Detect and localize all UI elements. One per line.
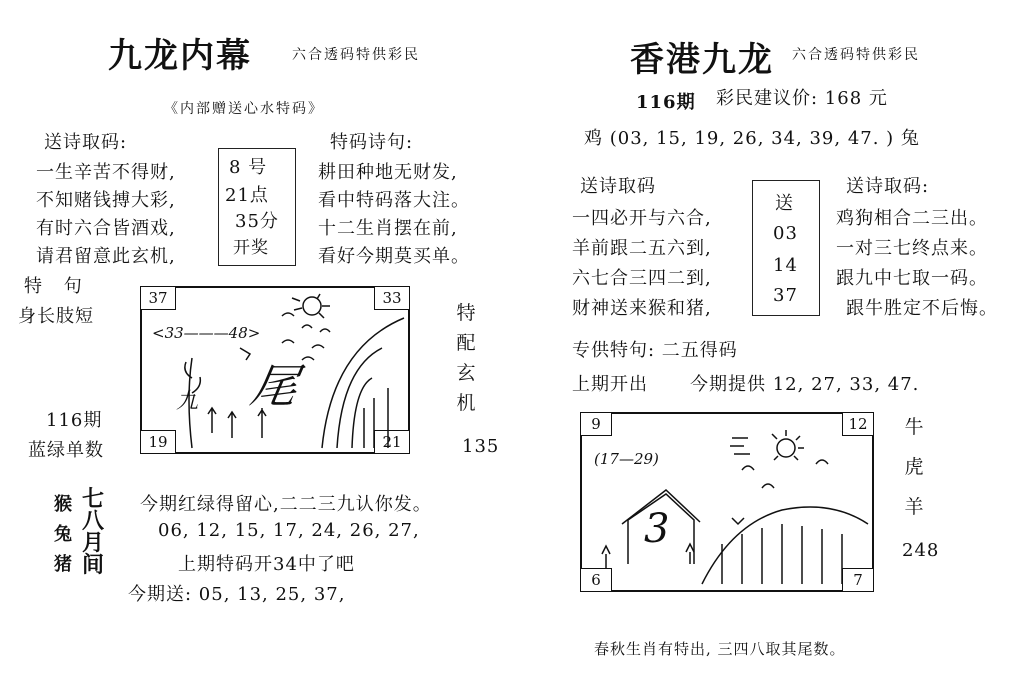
left-side-number: 135 [462, 436, 500, 457]
left-tema-label: 特码诗句: [330, 132, 414, 153]
right-side-char: 羊 [904, 496, 924, 518]
left-poem-line: 有时六合皆酒戏, [36, 218, 176, 239]
right-title: 香港九龙 [630, 40, 774, 80]
right-sketch-drawing [582, 414, 872, 590]
right-issue: 116期 [636, 92, 696, 113]
pic-corner-number: 6 [580, 568, 612, 592]
gift-box-line: 03 [773, 223, 798, 244]
right-chicken-line: 鸡 (03, 15, 19, 26, 34, 39, 47. ) 兔 [584, 128, 920, 149]
right-side-char: 虎 [904, 456, 924, 478]
right-subtitle: 六合透码特供彩民 [792, 47, 920, 63]
right-side-number: 248 [902, 540, 940, 561]
left-poem-line: 请君留意此玄机, [36, 246, 176, 267]
pic-corner-number: 9 [580, 412, 612, 436]
pic-corner-number: 37 [140, 286, 176, 310]
pic-corner-number: 12 [842, 412, 874, 436]
pic-sketch-char: 九 [176, 389, 199, 414]
right-last-open: 上期开出 [572, 374, 648, 395]
right-provide-line: 今期提供 12, 27, 33, 47. [690, 374, 920, 395]
left-month-char: 月 [82, 530, 105, 556]
pic-sketch-char: 3 [644, 506, 670, 552]
right-poem-line: 财神送来猴和猪, [572, 298, 712, 319]
time-box-line: 35分 [235, 211, 279, 232]
right-poem-line: 一对三七终点来。 [836, 238, 988, 259]
left-tema-line: 看好今期莫买单。 [318, 246, 470, 267]
right-price: 彩民建议价: 168 元 [716, 88, 888, 109]
left-poem-label: 送诗取码: [44, 132, 128, 153]
gift-box-line: 14 [773, 255, 798, 276]
left-poem-line: 不知赌钱搏大彩, [36, 190, 176, 211]
left-title: 九龙内幕 [108, 36, 252, 76]
left-tema-line: 看中特码落大注。 [318, 190, 470, 211]
left-sketch-drawing [142, 288, 408, 452]
pic-corner-number: 19 [140, 430, 176, 454]
left-gift-numbers: 今期送: 05, 13, 25, 37, [128, 584, 346, 605]
right-side-char: 牛 [904, 416, 924, 438]
pic-corner-number: 33 [374, 286, 410, 310]
pic-sketch-text: <33———48> [152, 324, 261, 342]
left-animal: 猪 [54, 554, 73, 575]
left-tema-line: 耕田种地无财发, [318, 162, 458, 183]
left-riddle-picture [140, 286, 410, 454]
right-gift-box [752, 180, 820, 316]
pic-corner-number: 21 [374, 430, 410, 454]
left-issue-hint: 蓝绿单数 [28, 440, 104, 461]
right-poem-line: 跟九中七取一码。 [836, 268, 988, 289]
pic-sketch-char: 尾 [246, 359, 303, 413]
right-poem-line: 六七合三四二到, [572, 268, 712, 289]
time-box-line: 8 号 [229, 157, 268, 178]
left-animal: 猴 [54, 494, 73, 515]
right-riddle-picture [580, 412, 874, 592]
gift-box-line: 送 [775, 193, 794, 214]
left-issue: 116期 [46, 410, 103, 431]
left-month-char: 八 [82, 508, 105, 534]
right-poem-label: 送诗取码 [580, 176, 656, 197]
left-special-label: 特 句 [24, 276, 90, 297]
left-number-line: 06, 12, 15, 17, 24, 26, 27, [158, 520, 420, 541]
left-animal: 兔 [54, 524, 73, 545]
left-side-char: 配 [456, 332, 476, 354]
left-side-char: 特 [456, 302, 476, 324]
left-side-char: 机 [456, 392, 476, 414]
right-poem-line: 鸡狗相合二三出。 [836, 208, 988, 229]
right-poem-line: 羊前跟二五六到, [572, 238, 712, 259]
left-red-green-line: 今期红绿得留心,二二三九认你发。 [140, 494, 432, 515]
left-side-char: 玄 [456, 362, 476, 384]
left-special-text: 身长肢短 [18, 306, 94, 327]
time-box-line: 21点 [225, 185, 269, 206]
left-last-issue-line: 上期特码开34中了吧 [178, 554, 355, 575]
right-footer: 春秋生肖有特出, 三四八取其尾数。 [594, 640, 846, 658]
left-poem-line: 一生辛苦不得财, [36, 162, 176, 183]
left-gift-line: 《内部赠送心水特码》 [164, 101, 324, 117]
left-month-char: 七 [82, 486, 105, 512]
pic-sketch-text: (17—29) [594, 450, 659, 468]
left-month-char: 间 [82, 552, 105, 578]
time-box-line: 开奖 [233, 238, 269, 258]
right-special-line: 专供特句: 二五得码 [572, 340, 738, 361]
right-poem-label: 送诗取码: [846, 176, 930, 197]
right-poem-line: 跟牛胜定不后悔。 [846, 298, 998, 319]
right-poem-line: 一四必开与六合, [572, 208, 712, 229]
left-subtitle: 六合透码特供彩民 [292, 47, 420, 63]
pic-corner-number: 7 [842, 568, 874, 592]
gift-box-line: 37 [773, 285, 798, 306]
left-time-box [218, 148, 296, 266]
left-tema-line: 十二生肖摆在前, [318, 218, 458, 239]
